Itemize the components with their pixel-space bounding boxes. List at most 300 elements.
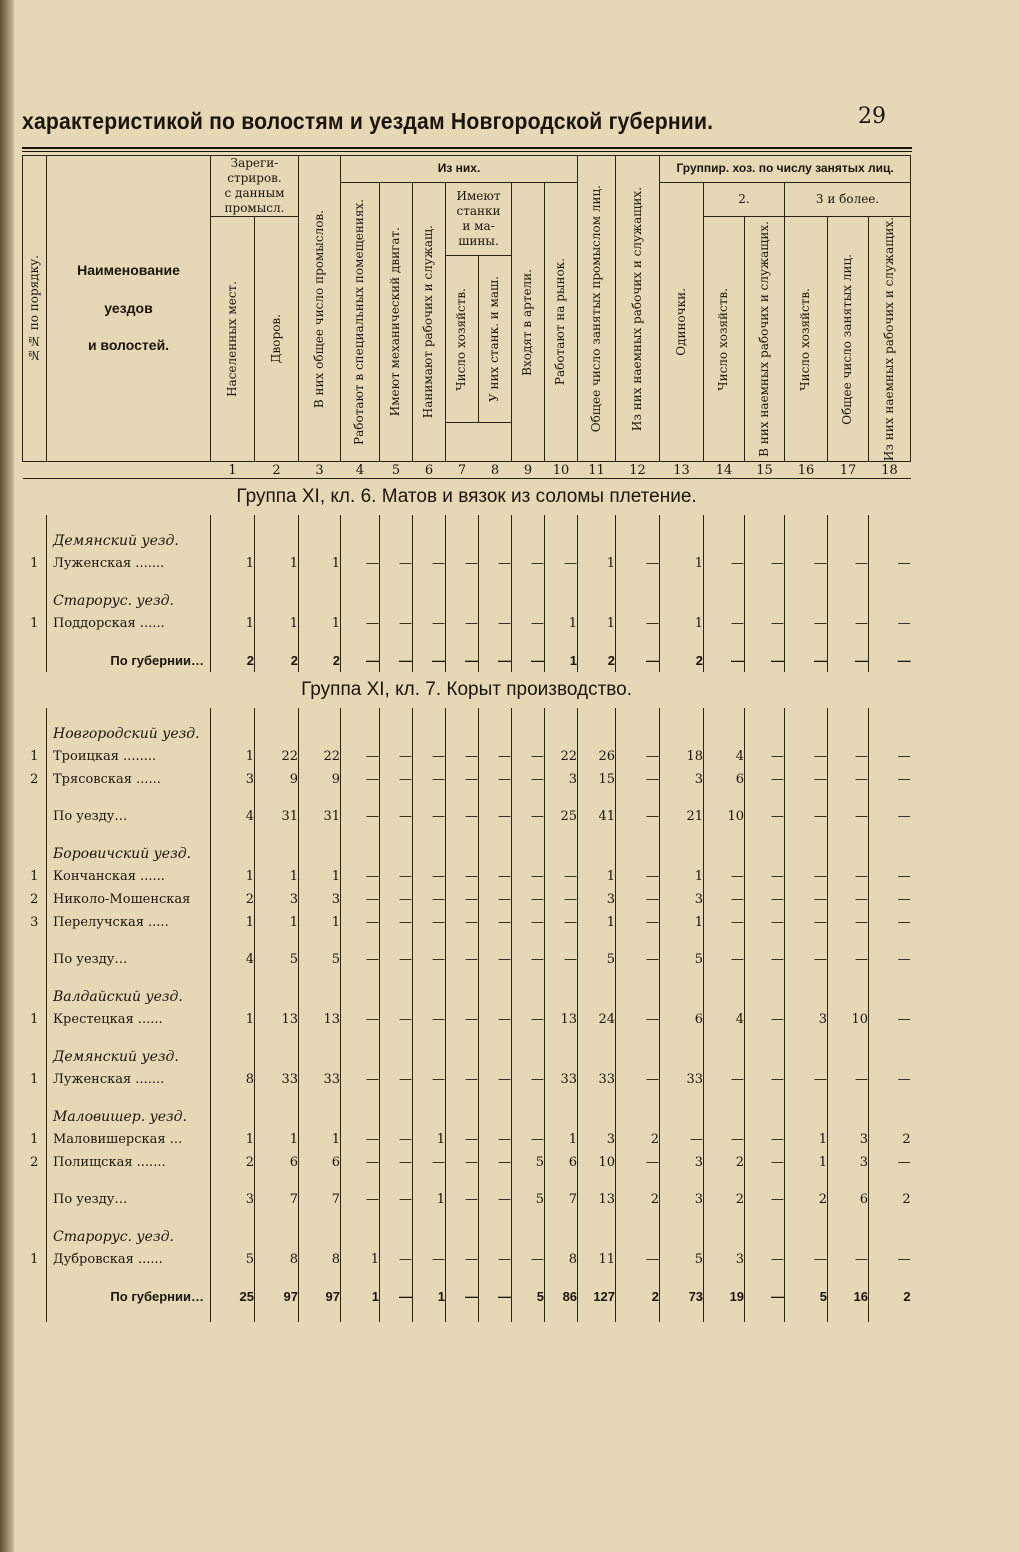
district-heading-row: [23, 529, 911, 552]
table-cell: —: [341, 1068, 380, 1091]
table-cell: —: [704, 1128, 745, 1151]
table-cell: 1: [211, 612, 255, 635]
table-cell: [255, 842, 299, 865]
column-number: 13: [660, 462, 704, 479]
table-cell: 2: [785, 1188, 828, 1211]
table-cell: 3: [660, 768, 704, 791]
table-cell: 1: [211, 745, 255, 768]
table-cell: —: [869, 552, 911, 575]
table-cell: —: [785, 948, 828, 971]
table-cell: 7: [299, 1188, 341, 1211]
table-cell: [869, 1105, 911, 1128]
table-cell: 2: [255, 649, 299, 672]
table-cell: —: [745, 865, 785, 888]
header-total-crafts: В них общее число промыслов.: [299, 156, 341, 462]
column-number: 8: [479, 462, 512, 479]
table-cell: —: [616, 865, 660, 888]
table-cell: —: [616, 888, 660, 911]
table-cell: 97: [299, 1285, 341, 1308]
table-cell: [341, 1045, 380, 1068]
volost-name: Николо-Мошенская: [47, 888, 211, 911]
table-cell: —: [704, 888, 745, 911]
table-cell: [211, 529, 255, 552]
table-cell: 2: [869, 1188, 911, 1211]
table-cell: —: [512, 649, 545, 672]
table-cell: 8: [211, 1068, 255, 1091]
table-cell: [704, 1225, 745, 1248]
table-cell: —: [704, 865, 745, 888]
table-cell: 1: [413, 1285, 446, 1308]
page-binding-shadow: [0, 0, 14, 1552]
table-cell: —: [413, 805, 446, 828]
table-cell: [413, 589, 446, 612]
table-cell: —: [380, 888, 413, 911]
table-cell: —: [704, 1068, 745, 1091]
table-cell: —: [413, 1248, 446, 1271]
table-cell: —: [828, 948, 869, 971]
table-cell: —: [869, 1151, 911, 1174]
table-cell: —: [828, 805, 869, 828]
table-cell: [660, 589, 704, 612]
table-cell: [545, 722, 578, 745]
volost-name: Перелучская .....: [47, 911, 211, 934]
table-cell: [380, 985, 413, 1008]
table-cell: [616, 722, 660, 745]
table-cell: [479, 842, 512, 865]
table-cell: —: [745, 1285, 785, 1308]
district-heading-row: [23, 1045, 911, 1068]
table-cell: 1: [341, 1285, 380, 1308]
table-cell: [446, 589, 479, 612]
table-cell: [578, 1045, 616, 1068]
table-cell: 31: [299, 805, 341, 828]
table-row: [23, 865, 911, 888]
table-cell: [255, 1225, 299, 1248]
table-row: [23, 768, 911, 791]
table-cell: [446, 529, 479, 552]
column-number: 15: [745, 462, 785, 479]
table-cell: [704, 1045, 745, 1068]
table-cell: [413, 985, 446, 1008]
table-cell: [341, 1105, 380, 1128]
table-cell: [299, 985, 341, 1008]
table-cell: 6: [255, 1151, 299, 1174]
row-ordinal: 2: [30, 1155, 39, 1171]
table-cell: [828, 1045, 869, 1068]
table-cell: 8: [299, 1248, 341, 1271]
table-row: [23, 745, 911, 768]
table-cell: —: [616, 745, 660, 768]
table-cell: [211, 985, 255, 1008]
table-cell: [380, 529, 413, 552]
table-row: [23, 1008, 911, 1031]
table-cell: —: [704, 552, 745, 575]
table-cell: —: [341, 1151, 380, 1174]
group-title: Группа XI, кл. 7. Корыт производство.: [301, 679, 633, 701]
table-cell: —: [446, 1068, 479, 1091]
table-cell: 1: [211, 865, 255, 888]
table-cell: —: [785, 649, 828, 672]
table-cell: —: [869, 865, 911, 888]
header-group-two: 2.: [704, 183, 785, 217]
table-cell: —: [785, 552, 828, 575]
table-cell: 3: [545, 768, 578, 791]
table-cell: 9: [299, 768, 341, 791]
table-cell: —: [479, 888, 512, 911]
header-special-premises: Работают в специальных помещениях.: [341, 183, 380, 462]
column-number: 2: [255, 462, 299, 479]
table-cell: [660, 985, 704, 1008]
table-cell: [446, 722, 479, 745]
table-cell: —: [479, 768, 512, 791]
table-cell: —: [446, 745, 479, 768]
table-row: [23, 612, 911, 635]
table-cell: [545, 529, 578, 552]
volost-name: Кончанская ......: [47, 865, 211, 888]
table-cell: 2: [299, 649, 341, 672]
table-cell: 1: [785, 1151, 828, 1174]
table-cell: —: [785, 1248, 828, 1271]
table-cell: [578, 842, 616, 865]
table-cell: [545, 842, 578, 865]
table-cell: [479, 722, 512, 745]
table-cell: —: [341, 865, 380, 888]
table-cell: [341, 1225, 380, 1248]
table-cell: [704, 1105, 745, 1128]
table-row: [23, 888, 911, 911]
table-cell: [828, 722, 869, 745]
table-cell: —: [828, 768, 869, 791]
volost-name: По губернии…: [47, 649, 211, 672]
table-cell: 6: [660, 1008, 704, 1031]
table-cell: —: [616, 552, 660, 575]
column-number: 9: [512, 462, 545, 479]
table-cell: 7: [255, 1188, 299, 1211]
table-cell: [341, 722, 380, 745]
table-cell: 1: [545, 612, 578, 635]
table-cell: —: [616, 1151, 660, 1174]
table-cell: [512, 1225, 545, 1248]
table-cell: —: [413, 1151, 446, 1174]
table-cell: [828, 842, 869, 865]
column-number: 3: [299, 462, 341, 479]
table-cell: 1: [211, 911, 255, 934]
volost-name: Луженская .......: [47, 1068, 211, 1091]
table-cell: [785, 1225, 828, 1248]
table-cell: —: [512, 1128, 545, 1151]
table-cell: —: [869, 768, 911, 791]
table-cell: [545, 985, 578, 1008]
header-settlements: Населенных мест.: [211, 217, 255, 462]
table-cell: —: [512, 1068, 545, 1091]
table-cell: 1: [299, 552, 341, 575]
table-cell: —: [745, 768, 785, 791]
table-cell: [616, 985, 660, 1008]
table-cell: 2: [211, 649, 255, 672]
header-machines: Имеют станки и ма- шины.: [446, 183, 512, 256]
table-cell: 1: [660, 865, 704, 888]
table-cell: 15: [578, 768, 616, 791]
header-households: Дворов.: [255, 217, 299, 462]
table-cell: [828, 1105, 869, 1128]
row-ordinal: [23, 985, 47, 1008]
table-cell: —: [380, 612, 413, 635]
table-cell: —: [479, 805, 512, 828]
table-cell: —: [869, 612, 911, 635]
district-heading-row: [23, 842, 911, 865]
table-cell: —: [869, 649, 911, 672]
table-cell: [413, 1225, 446, 1248]
district-heading-row: [23, 1225, 911, 1248]
table-cell: —: [341, 745, 380, 768]
table-cell: [616, 842, 660, 865]
district-name: Боровичский уезд.: [47, 842, 211, 865]
table-cell: 5: [255, 948, 299, 971]
district-name: Демянский уезд.: [47, 529, 211, 552]
table-cell: —: [785, 612, 828, 635]
table-cell: —: [479, 745, 512, 768]
table-cell: [578, 1225, 616, 1248]
table-cell: [299, 529, 341, 552]
page-title: характеристикой по волостям и уездам Новгородской губернии.: [22, 108, 714, 134]
table-cell: —: [785, 865, 828, 888]
table-cell: [545, 1225, 578, 1248]
table-cell: —: [512, 865, 545, 888]
row-ordinal: 3: [30, 915, 39, 931]
table-cell: [341, 985, 380, 1008]
table-cell: 1: [255, 1128, 299, 1151]
table-cell: —: [745, 612, 785, 635]
table-cell: —: [745, 1068, 785, 1091]
table-cell: 31: [255, 805, 299, 828]
table-cell: 1: [211, 1128, 255, 1151]
volost-name: По уезду…: [47, 1188, 211, 1211]
table-cell: —: [479, 911, 512, 934]
table-cell: [255, 1105, 299, 1128]
header-total-persons-c: Общее число занятых лиц.: [828, 217, 869, 462]
table-cell: [211, 1105, 255, 1128]
table-cell: —: [745, 1248, 785, 1271]
table-cell: —: [380, 1188, 413, 1211]
table-cell: —: [413, 649, 446, 672]
table-cell: —: [828, 865, 869, 888]
table-cell: 3: [578, 888, 616, 911]
table-cell: 9: [255, 768, 299, 791]
table-cell: —: [745, 552, 785, 575]
row-ordinal: [23, 589, 47, 612]
table-cell: [785, 589, 828, 612]
table-cell: 2: [704, 1151, 745, 1174]
table-body: [23, 479, 911, 1323]
table-cell: [869, 529, 911, 552]
table-cell: —: [380, 649, 413, 672]
header-market: Работают на рынок.: [545, 183, 578, 462]
district-total-row: [23, 948, 911, 971]
table-cell: 1: [578, 552, 616, 575]
table-cell: —: [869, 948, 911, 971]
table-cell: 1: [299, 1128, 341, 1151]
header-num-households-c: Число хозяйств.: [785, 217, 828, 462]
table-cell: —: [479, 1068, 512, 1091]
district-total-row: [23, 1188, 911, 1211]
table-cell: 2: [211, 888, 255, 911]
table-cell: —: [446, 1248, 479, 1271]
table-cell: 21: [660, 805, 704, 828]
table-cell: —: [545, 948, 578, 971]
table-cell: —: [479, 612, 512, 635]
table-cell: 1: [255, 865, 299, 888]
table-cell: [380, 722, 413, 745]
column-number: 6: [413, 462, 446, 479]
table-cell: —: [616, 911, 660, 934]
table-cell: [660, 1105, 704, 1128]
table-cell: [446, 985, 479, 1008]
table-cell: —: [545, 888, 578, 911]
table-cell: —: [869, 1008, 911, 1031]
table-cell: [211, 722, 255, 745]
table-cell: —: [446, 1188, 479, 1211]
table-cell: 2: [704, 1188, 745, 1211]
table-cell: 3: [255, 888, 299, 911]
row-ordinal: 1: [30, 556, 39, 572]
table-cell: [616, 1105, 660, 1128]
table-cell: —: [446, 948, 479, 971]
table-cell: 3: [660, 1151, 704, 1174]
table-cell: 5: [578, 948, 616, 971]
table-cell: [828, 1225, 869, 1248]
table-row: [23, 1128, 911, 1151]
table-cell: [660, 842, 704, 865]
table-cell: —: [380, 1285, 413, 1308]
table-cell: [785, 529, 828, 552]
table-cell: —: [413, 911, 446, 934]
table-cell: —: [380, 805, 413, 828]
table-cell: 13: [255, 1008, 299, 1031]
table-cell: [785, 985, 828, 1008]
table-cell: 33: [545, 1068, 578, 1091]
table-cell: 1: [211, 552, 255, 575]
table-cell: 8: [545, 1248, 578, 1271]
table-cell: —: [479, 649, 512, 672]
table-cell: [211, 1045, 255, 1068]
row-ordinal: 2: [30, 772, 39, 788]
table-cell: —: [545, 552, 578, 575]
table-cell: 24: [578, 1008, 616, 1031]
table-cell: [745, 722, 785, 745]
table-cell: —: [704, 612, 745, 635]
header-hire-workers: Нанимают рабочих и служащ.: [413, 183, 446, 462]
table-cell: [446, 1105, 479, 1128]
district-name: Маловишер. уезд.: [47, 1105, 211, 1128]
table-cell: 3: [660, 1188, 704, 1211]
table-cell: —: [828, 612, 869, 635]
column-number: 17: [828, 462, 869, 479]
table-cell: 1: [545, 1128, 578, 1151]
table-cell: 10: [704, 805, 745, 828]
table-cell: [446, 1045, 479, 1068]
district-name: Старорус. уезд.: [47, 589, 211, 612]
row-ordinal: [23, 1188, 47, 1211]
header-grouping: Группир. хоз. по числу занятых лиц.: [660, 156, 911, 183]
volost-name: Трясовская ......: [47, 768, 211, 791]
table-cell: 1: [413, 1188, 446, 1211]
table-cell: [255, 722, 299, 745]
table-cell: —: [341, 1188, 380, 1211]
table-cell: —: [545, 865, 578, 888]
table-row: [23, 1068, 911, 1091]
table-cell: —: [512, 1008, 545, 1031]
header-of-them: Из них.: [341, 156, 578, 183]
district-name: Демянский уезд.: [47, 1045, 211, 1068]
table-cell: —: [341, 911, 380, 934]
table-cell: —: [446, 805, 479, 828]
table-cell: 5: [512, 1151, 545, 1174]
table-cell: —: [413, 865, 446, 888]
row-ordinal: 1: [30, 1072, 39, 1088]
volost-name: По губернии…: [47, 1285, 211, 1308]
table-cell: —: [745, 888, 785, 911]
column-number: 10: [545, 462, 578, 479]
table-cell: —: [479, 1128, 512, 1151]
table-cell: 25: [545, 805, 578, 828]
table-cell: [578, 1105, 616, 1128]
table-cell: —: [616, 1248, 660, 1271]
table-cell: [785, 1045, 828, 1068]
table-cell: [869, 589, 911, 612]
table-cell: 1: [211, 1008, 255, 1031]
table-cell: —: [446, 865, 479, 888]
column-number: 5: [380, 462, 413, 479]
table-cell: —: [745, 649, 785, 672]
header-ordinal: №№ по порядку.: [23, 156, 47, 462]
table-cell: 3: [211, 1188, 255, 1211]
table-cell: [446, 1225, 479, 1248]
table-cell: [785, 722, 828, 745]
table-cell: [299, 1105, 341, 1128]
header-registered: Зареги- стриров. с данным промысл.: [211, 156, 299, 217]
table-cell: —: [479, 1248, 512, 1271]
table-cell: [255, 589, 299, 612]
table-cell: —: [616, 948, 660, 971]
table-row: [23, 911, 911, 934]
header-singles: Одиночки.: [660, 183, 704, 462]
table-cell: —: [512, 1248, 545, 1271]
table-cell: [512, 722, 545, 745]
table-cell: —: [341, 768, 380, 791]
table-cell: —: [785, 768, 828, 791]
table-cell: [413, 722, 446, 745]
table-cell: 8: [255, 1248, 299, 1271]
table-cell: [413, 1105, 446, 1128]
table-cell: —: [446, 1008, 479, 1031]
table-cell: [479, 589, 512, 612]
table-cell: —: [446, 649, 479, 672]
row-ordinal: [23, 722, 47, 745]
table-cell: [545, 1105, 578, 1128]
table-cell: —: [479, 865, 512, 888]
table-cell: 73: [660, 1285, 704, 1308]
table-cell: 2: [869, 1285, 911, 1308]
district-heading-row: [23, 985, 911, 1008]
volost-name: Луженская .......: [47, 552, 211, 575]
table-cell: —: [380, 745, 413, 768]
column-number: 4: [341, 462, 380, 479]
table-cell: [255, 985, 299, 1008]
volost-name: Маловишерская ...: [47, 1128, 211, 1151]
table-cell: [828, 985, 869, 1008]
header-name: Наименование уездов и волостей.: [47, 156, 211, 462]
table-cell: —: [785, 888, 828, 911]
